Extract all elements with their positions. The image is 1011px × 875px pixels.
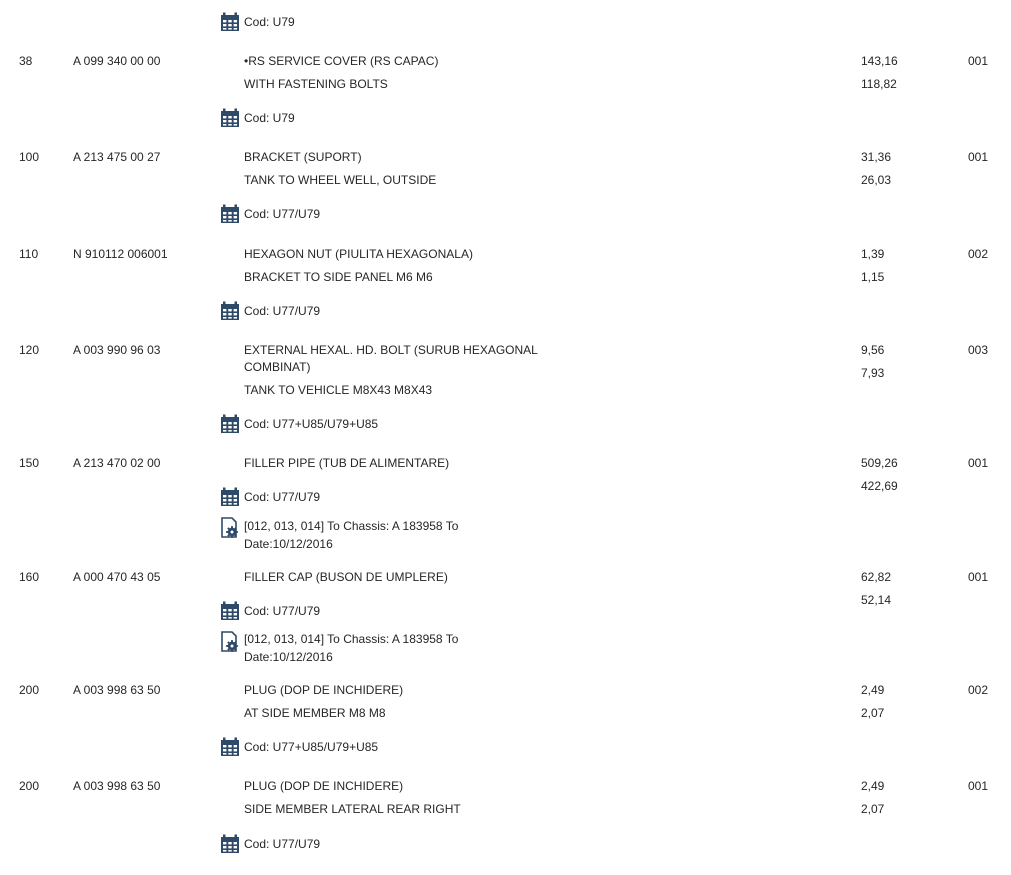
part-description: •RS SERVICE COVER (RS CAPAC)	[244, 54, 439, 68]
calendar-icon	[220, 12, 240, 32]
part-number: A 003 998 63 50	[73, 683, 161, 697]
part-description: HEXAGON NUT (PIULITA HEXAGONALA)	[244, 247, 473, 261]
calendar-icon	[220, 301, 240, 321]
cod-text: Cod: U77/U79	[244, 490, 321, 504]
chassis-date: Date:10/12/2016	[244, 650, 333, 664]
position-number: 200	[19, 683, 40, 697]
chassis-info: [012, 013, 014] To Chassis: A 183958 To	[244, 632, 459, 646]
cod-text: Cod: U77/U79	[244, 604, 321, 618]
quantity: 002	[968, 247, 989, 261]
part-usage: WITH FASTENING BOLTS	[244, 77, 388, 91]
position-number: 100	[19, 150, 40, 164]
position-number: 150	[19, 456, 40, 470]
part-usage: AT SIDE MEMBER M8 M8	[244, 706, 386, 720]
quantity: 001	[968, 150, 989, 164]
price-net: 2,07	[861, 802, 885, 816]
part-description: PLUG (DOP DE INCHIDERE)	[244, 683, 404, 697]
calendar-icon	[220, 108, 240, 128]
part-usage: SIDE MEMBER LATERAL REAR RIGHT	[244, 802, 461, 816]
part-description: PLUG (DOP DE INCHIDERE)	[244, 779, 404, 793]
price-gross: 1,39	[861, 247, 885, 261]
quantity: 002	[968, 683, 989, 697]
cod-text: Cod: U77+U85/U79+U85	[244, 740, 379, 754]
cod-text: Cod: U79	[244, 15, 295, 29]
price-net: 1,15	[861, 270, 885, 284]
calendar-icon	[220, 204, 240, 224]
quantity: 003	[968, 343, 989, 357]
price-gross: 9,56	[861, 343, 885, 357]
cod-text: Cod: U77+U85/U79+U85	[244, 417, 379, 431]
part-usage: TANK TO WHEEL WELL, OUTSIDE	[244, 173, 437, 187]
calendar-icon	[220, 737, 240, 757]
position-number: 160	[19, 570, 40, 584]
document-gear-icon	[220, 517, 240, 537]
position-number: 120	[19, 343, 40, 357]
calendar-icon	[220, 601, 240, 621]
calendar-icon	[220, 414, 240, 434]
price-gross: 31,36	[861, 150, 892, 164]
part-number: A 213 475 00 27	[73, 150, 161, 164]
price-net: 7,93	[861, 366, 885, 380]
quantity: 001	[968, 570, 989, 584]
quantity: 001	[968, 54, 989, 68]
price-gross: 62,82	[861, 570, 892, 584]
price-net: 52,14	[861, 593, 892, 607]
part-number: A 000 470 43 05	[73, 570, 161, 584]
part-description-continued: COMBINAT)	[244, 360, 311, 374]
position-number: 110	[19, 247, 39, 261]
calendar-icon	[220, 834, 240, 854]
price-gross: 143,16	[861, 54, 898, 68]
price-net: 118,82	[861, 77, 897, 91]
part-number: A 003 990 96 03	[73, 343, 161, 357]
price-gross: 509,26	[861, 456, 898, 470]
price-net: 26,03	[861, 173, 892, 187]
cod-text: Cod: U77/U79	[244, 304, 321, 318]
part-number: N 910112 006001	[73, 247, 168, 261]
part-description: BRACKET (SUPORT)	[244, 150, 362, 164]
document-gear-icon	[220, 631, 240, 651]
part-number: A 003 998 63 50	[73, 779, 161, 793]
part-usage: TANK TO VEHICLE M8X43 M8X43	[244, 383, 433, 397]
chassis-date: Date:10/12/2016	[244, 537, 333, 551]
chassis-info: [012, 013, 014] To Chassis: A 183958 To	[244, 519, 459, 533]
part-number: A 099 340 00 00	[73, 54, 161, 68]
position-number: 200	[19, 779, 40, 793]
calendar-icon	[220, 487, 240, 507]
part-usage: BRACKET TO SIDE PANEL M6 M6	[244, 270, 433, 284]
price-net: 422,69	[861, 479, 898, 493]
quantity: 001	[968, 456, 989, 470]
quantity: 001	[968, 779, 989, 793]
cod-text: Cod: U79	[244, 111, 295, 125]
cod-text: Cod: U77/U79	[244, 207, 321, 221]
price-gross: 2,49	[861, 683, 885, 697]
part-description: FILLER PIPE (TUB DE ALIMENTARE)	[244, 456, 450, 470]
position-number: 38	[19, 54, 33, 68]
price-net: 2,07	[861, 706, 885, 720]
part-number: A 213 470 02 00	[73, 456, 161, 470]
part-description: EXTERNAL HEXAL. HD. BOLT (SURUB HEXAGONAL	[244, 343, 538, 357]
part-description: FILLER CAP (BUSON DE UMPLERE)	[244, 570, 448, 584]
price-gross: 2,49	[861, 779, 885, 793]
cod-text: Cod: U77/U79	[244, 837, 321, 851]
